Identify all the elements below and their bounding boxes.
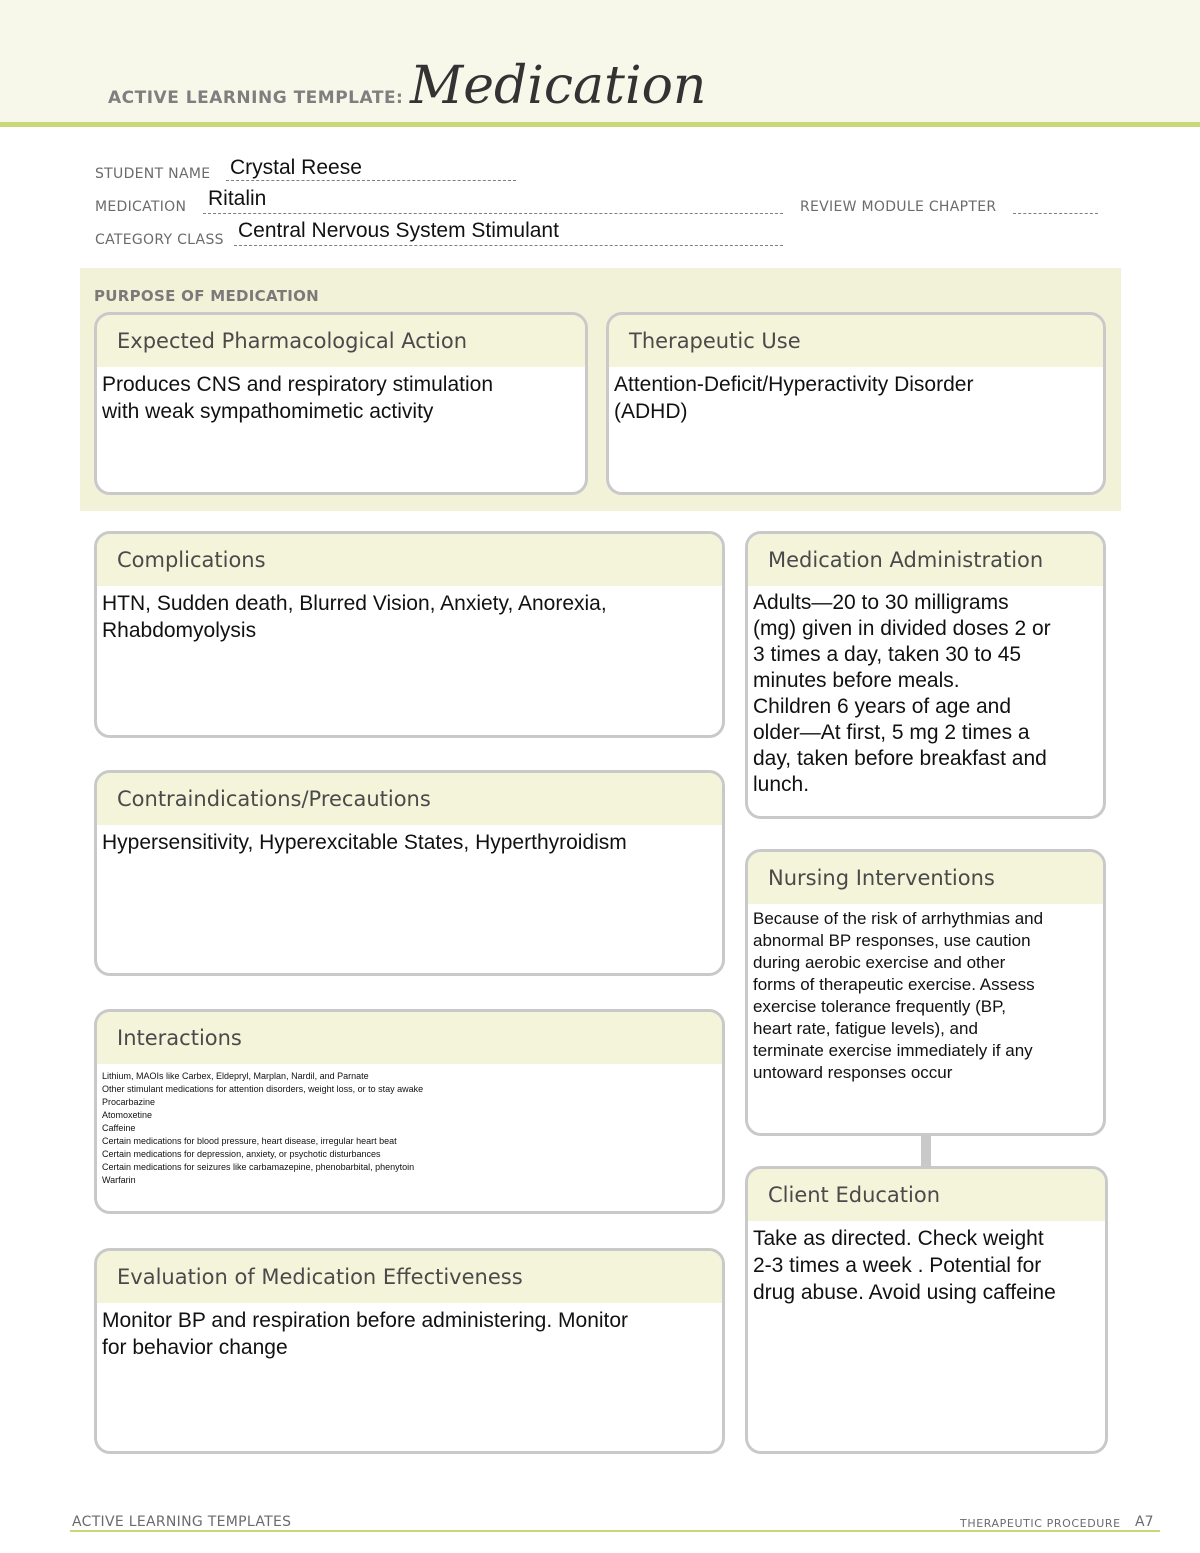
evaluation-title: Evaluation of Medication Effectiveness xyxy=(97,1251,722,1303)
interactions-box xyxy=(94,1009,725,1214)
text-line: heart rate, fatigue levels), and xyxy=(753,1019,978,1038)
category-class-line xyxy=(234,245,783,246)
expected-action-title: Expected Pharmacological Action xyxy=(97,315,585,367)
nursing-interventions-box xyxy=(745,849,1106,1136)
student-name-label: STUDENT NAME xyxy=(95,166,211,182)
medication-administration-title: Medication Administration xyxy=(748,534,1103,586)
text-line: Take as directed. Check weight xyxy=(753,1227,1044,1250)
text-line: Produces CNS and respiratory stimulation xyxy=(102,373,494,396)
text-line: Certain medications for seizures like carbamazepine, phenobarbital, phenytoin xyxy=(102,1162,415,1172)
client-education-box xyxy=(745,1166,1108,1454)
therapeutic-use-box xyxy=(606,312,1106,495)
medication-line xyxy=(203,213,783,214)
text-line: Atomoxetine xyxy=(102,1110,153,1120)
category-class-field[interactable]: Central Nervous System Stimulant xyxy=(238,219,559,242)
text-line: day, taken before breakfast and xyxy=(753,747,1047,770)
text-line: with weak sympathomimetic activity xyxy=(102,400,434,423)
template-prefix: ACTIVE LEARNING TEMPLATE: xyxy=(108,88,404,108)
complications-title: Complications xyxy=(97,534,722,586)
text-line: untoward responses occur xyxy=(753,1063,953,1082)
complications-body[interactable] xyxy=(97,586,722,644)
text-line: Certain medications for blood pressure, heart disease, irregular heart beat xyxy=(102,1136,397,1146)
text-line: Attention-Deficit/Hyperactivity Disorder xyxy=(614,373,974,396)
text-line: (ADHD) xyxy=(614,400,688,423)
text-line: HTN, Sudden death, Blurred Vision, Anxiety, Anorexia, xyxy=(102,592,607,615)
text-line: exercise tolerance frequently (BP, xyxy=(753,997,1006,1016)
footer-right: THERAPEUTIC PROCEDURE xyxy=(960,1517,1121,1530)
text-line: Warfarin xyxy=(102,1175,136,1185)
text-line: lunch. xyxy=(753,773,810,796)
text-line: Children 6 years of age and xyxy=(753,695,1011,718)
text-line: Adults—20 to 30 milligrams xyxy=(753,591,1009,614)
header-divider xyxy=(0,122,1200,127)
text-line: minutes before meals. xyxy=(753,669,960,692)
text-line: terminate exercise immediately if any xyxy=(753,1041,1033,1060)
text-line: 3 times a day, taken 30 to 45 xyxy=(753,643,1022,666)
medication-label: MEDICATION xyxy=(95,199,187,215)
nursing-interventions-title: Nursing Interventions xyxy=(748,852,1103,904)
text-line: during aerobic exercise and other xyxy=(753,953,1006,972)
text-line: Because of the risk of arrhythmias and xyxy=(753,909,1044,928)
interactions-body[interactable] xyxy=(97,1064,722,1187)
text-line: drug abuse. Avoid using caffeine xyxy=(753,1281,1056,1304)
text-line: Certain medications for depression, anxiety, or psychotic disturbances xyxy=(102,1149,381,1159)
expected-action-body[interactable] xyxy=(97,367,585,425)
text-line: abnormal BP responses, use caution xyxy=(753,931,1031,950)
page-number: A7 xyxy=(1135,1514,1154,1530)
text-line: Monitor BP and respiration before administering. Monitor xyxy=(102,1309,629,1332)
evaluation-box xyxy=(94,1248,725,1454)
footer-left: ACTIVE LEARNING TEMPLATES xyxy=(72,1514,292,1530)
therapeutic-use-title: Therapeutic Use xyxy=(609,315,1103,367)
student-name-line xyxy=(226,180,516,181)
text-line: Procarbazine xyxy=(102,1097,156,1107)
connector-bar xyxy=(921,1133,931,1167)
text-line: Other stimulant medications for attention disorders, weight loss, or to stay awake xyxy=(102,1084,424,1094)
therapeutic-use-body[interactable] xyxy=(609,367,1103,425)
category-class-label: CATEGORY CLASS xyxy=(95,232,224,248)
text-line: 2-3 times a week . Potential for xyxy=(753,1254,1042,1277)
review-module-label: REVIEW MODULE CHAPTER xyxy=(800,199,997,215)
medication-administration-body[interactable] xyxy=(748,586,1103,798)
review-module-line xyxy=(1013,213,1098,214)
text-line: for behavior change xyxy=(102,1336,288,1359)
client-education-title: Client Education xyxy=(748,1169,1105,1221)
contraindications-box xyxy=(94,770,725,976)
text-line: Hypersensitivity, Hyperexcitable States, Hyperthyroidism xyxy=(102,831,627,854)
evaluation-body[interactable] xyxy=(97,1303,722,1361)
nursing-interventions-body[interactable] xyxy=(748,904,1103,1084)
text-line: Rhabdomyolysis xyxy=(102,619,257,642)
contraindications-title: Contraindications/Precautions xyxy=(97,773,722,825)
expected-action-box xyxy=(94,312,588,495)
text-line: forms of therapeutic exercise. Assess xyxy=(753,975,1035,994)
contraindications-body[interactable] xyxy=(97,825,722,856)
text-line: Lithium, MAOIs like Carbex, Eldepryl, Marplan, Nardil, and Parnate xyxy=(102,1071,369,1081)
purpose-section-label: PURPOSE OF MEDICATION xyxy=(94,287,320,305)
template-title: Medication xyxy=(410,56,707,116)
student-name-field[interactable]: Crystal Reese xyxy=(230,156,362,179)
text-line: older—At first, 5 mg 2 times a xyxy=(753,721,1030,744)
interactions-title: Interactions xyxy=(97,1012,722,1064)
footer-divider xyxy=(70,1530,1160,1532)
complications-box xyxy=(94,531,725,738)
text-line: (mg) given in divided doses 2 or xyxy=(753,617,1051,640)
medication-administration-box xyxy=(745,531,1106,819)
medication-field[interactable]: Ritalin xyxy=(208,187,267,210)
text-line: Caffeine xyxy=(102,1123,136,1133)
client-education-body[interactable] xyxy=(748,1221,1105,1306)
